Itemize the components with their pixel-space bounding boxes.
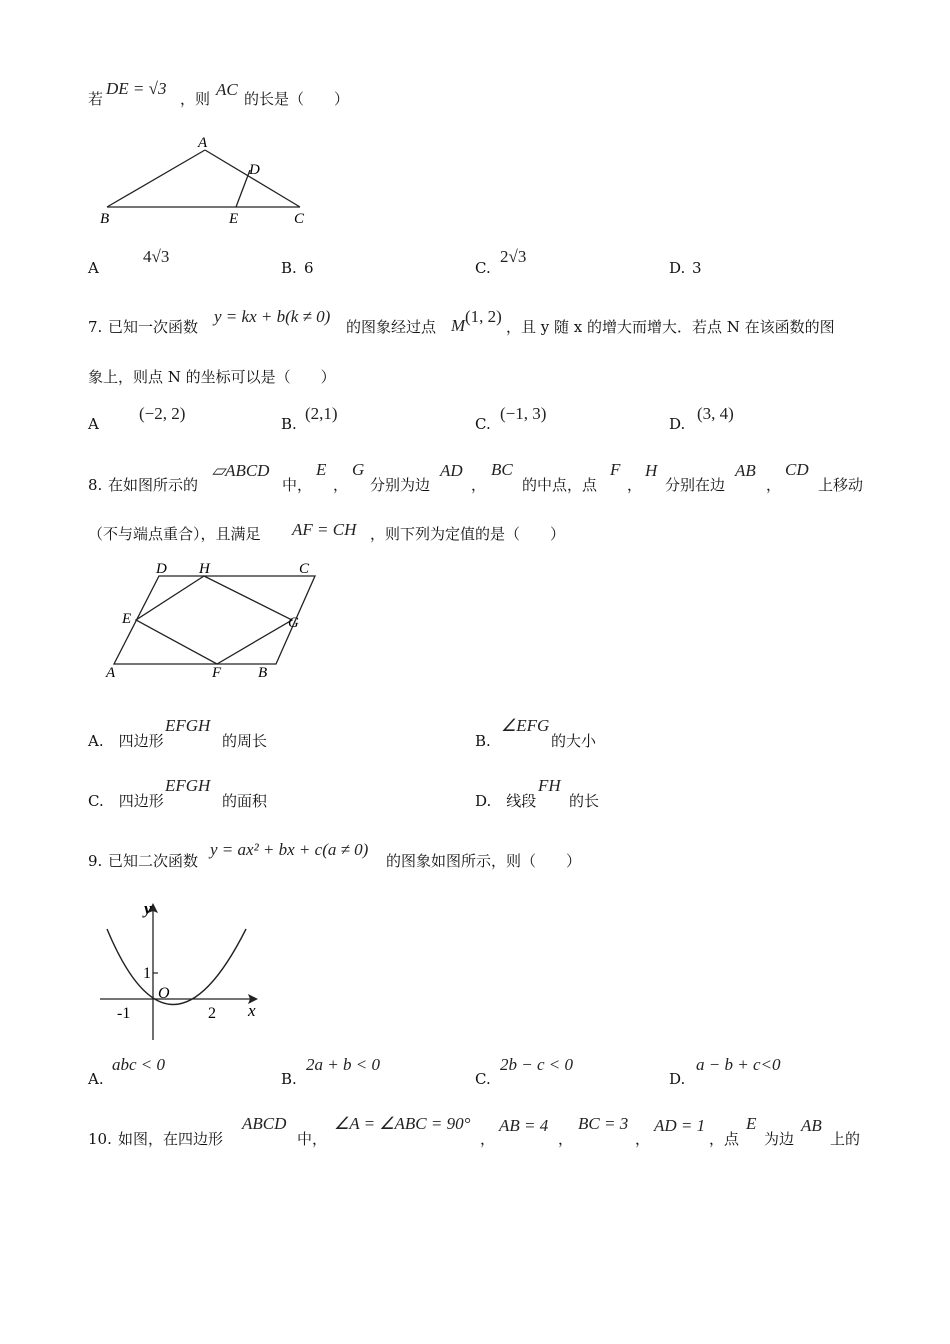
q10-stem-g: 上的: [830, 1130, 861, 1148]
q10-stem-a: 如图，在四边形: [118, 1130, 224, 1148]
q6-triangle-figure: [95, 132, 320, 230]
q9-stem-b: 的图象如图所示，则（ ）: [386, 852, 582, 870]
q6-label-b: B: [100, 211, 110, 227]
q9-stem-a: 已知二次函数: [108, 852, 199, 870]
q8-parallelogram: ▱ABCD: [212, 461, 270, 480]
q6-option-a-value: 4√3: [143, 247, 170, 266]
q6-label-e: E: [229, 211, 239, 227]
q8-stem-line2-a: （不与端点重合），且满足: [88, 525, 261, 543]
q8-option-c-prefix: C. 四边形: [88, 792, 164, 810]
q10-quadrilateral: ABCD: [242, 1114, 287, 1133]
q10-stem-d: ，点: [709, 1130, 740, 1148]
q8-point-f: F: [610, 460, 621, 479]
q9-option-d-letter: D.: [669, 1070, 686, 1088]
q9-y-label: y: [144, 899, 152, 918]
q8-point-g: G: [352, 460, 365, 479]
q8-label-d: D: [156, 561, 167, 577]
q9-option-b-letter: B.: [281, 1070, 297, 1088]
q8-side-cd: CD: [785, 460, 809, 479]
q6-label-a: A: [198, 135, 208, 151]
q6-stem-mid: ，则: [180, 90, 211, 108]
q7-stem-a: 已知一次函数: [108, 318, 199, 336]
q7-option-b-letter: B.: [281, 415, 297, 433]
q7-option-c-value: (−1, 3): [500, 404, 547, 423]
q8-point-h: H: [645, 461, 658, 480]
q6-option-c-letter: C.: [475, 259, 491, 277]
q7-stem-line2: 象上，则点 N 的坐标可以是（ ）: [88, 368, 336, 386]
q10-side-ab: AB: [801, 1116, 822, 1135]
q7-option-a-value: (−2, 2): [139, 404, 186, 423]
q7-stem-c: ，且 y 随 x 的增大而增大．若点 N 在该函数的图: [506, 318, 835, 336]
q10-stem-f: 为边: [764, 1130, 795, 1148]
q8-label-h: H: [199, 561, 210, 577]
q10-bc-length: BC = 3: [578, 1114, 629, 1133]
q8-side-bc: BC: [491, 460, 513, 479]
q8-label-f: F: [212, 665, 222, 681]
q8-option-d-suffix: 的长: [569, 792, 600, 810]
q9-option-c-letter: C.: [475, 1070, 491, 1088]
q7-number: 7.: [88, 318, 103, 336]
q7-option-d-value: (3, 4): [697, 404, 734, 423]
q8-comma-4: ，: [766, 476, 782, 494]
q6-option-b-value: 6: [304, 259, 314, 277]
q8-label-b: B: [258, 665, 268, 681]
q8-option-b-suffix: 的大小: [551, 732, 597, 750]
q7-option-d-letter: D.: [669, 415, 686, 433]
q8-stem-a: 在如图所示的: [108, 476, 199, 494]
q6-condition: DE = √3: [106, 79, 167, 98]
q9-option-b-value: 2a + b < 0: [306, 1055, 380, 1074]
q8-label-c: C: [299, 561, 310, 577]
q10-stem-b: 中，: [297, 1130, 328, 1148]
q10-point-e: E: [746, 1114, 757, 1133]
q7-function: y = kx + b(k ≠ 0): [214, 307, 331, 326]
q8-option-b-math: ∠EFG: [501, 716, 550, 735]
q8-label-e: E: [122, 611, 132, 627]
q9-tick-xm1: -1: [117, 1005, 131, 1022]
q8-stem-f: 上移动: [818, 476, 864, 494]
q6-stem-prefix: 若: [88, 90, 104, 108]
q8-option-d-math: FH: [538, 776, 561, 795]
q6-option-d-letter: D.: [669, 259, 686, 277]
q9-x-label: x: [248, 1001, 256, 1020]
parabola-curve: [107, 929, 246, 1005]
q10-number: 10.: [88, 1130, 112, 1148]
q8-stem-b: 中，: [282, 476, 313, 494]
q8-stem-d: 的中点，点: [522, 476, 598, 494]
q6-stem-suffix: 的长是（ ）: [244, 90, 350, 108]
q7-option-b-value: (2,1): [305, 404, 338, 423]
q7-point-m: M: [451, 316, 466, 335]
q8-label-a: A: [106, 665, 116, 681]
q10-ad-length: AD = 1: [654, 1116, 706, 1135]
q7-stem-b: 的图象经过点: [346, 318, 437, 336]
q8-parallelogram-figure: [100, 556, 325, 684]
q8-option-c-math: EFGH: [165, 776, 211, 795]
q7-point-m-coords: (1, 2): [465, 307, 502, 326]
q8-comma-3: ，: [627, 476, 643, 494]
q8-point-e: E: [316, 460, 327, 479]
q8-option-a-suffix: 的周长: [222, 732, 268, 750]
q9-tick-x2: 2: [208, 1005, 216, 1022]
q8-stem-e: 分别在边: [665, 476, 726, 494]
q6-label-c: C: [294, 211, 305, 227]
q9-option-a-value: abc < 0: [112, 1055, 166, 1074]
q7-option-a-letter: A: [88, 415, 99, 433]
q6-label-d: D: [249, 162, 260, 178]
q8-stem-line2-b: ，则下列为定值的是（ ）: [370, 525, 566, 543]
q10-comma-3: ，: [635, 1130, 651, 1148]
q8-side-ab: AB: [735, 461, 756, 480]
q8-condition: AF = CH: [292, 520, 357, 539]
q8-comma-1: ，: [333, 476, 349, 494]
q9-number: 9.: [88, 852, 103, 870]
q8-stem-c: 分别为边: [370, 476, 431, 494]
q9-parabola-graph: [95, 895, 270, 1045]
q10-ab-length: AB = 4: [499, 1116, 549, 1135]
q6-target: AC: [216, 80, 238, 99]
q6-option-b-letter: B.: [281, 259, 297, 277]
q8-option-a-prefix: A. 四边形: [88, 732, 164, 750]
q9-function: y = ax² + bx + c(a ≠ 0): [210, 840, 369, 859]
q8-option-a-math: EFGH: [165, 716, 211, 735]
q9-origin-label: O: [158, 985, 170, 1002]
q10-comma-2: ，: [558, 1130, 574, 1148]
q8-option-d-prefix: D. 线段: [475, 792, 537, 810]
q9-option-a-letter: A.: [88, 1070, 104, 1088]
q10-angle-condition: ∠A = ∠ABC = 90°: [334, 1114, 471, 1133]
q8-label-g: G: [288, 615, 299, 631]
q7-option-c-letter: C.: [475, 415, 491, 433]
q8-option-b-prefix: B.: [475, 732, 491, 750]
q6-option-a-letter: A: [88, 259, 99, 277]
q8-comma-2: ，: [471, 476, 487, 494]
q9-tick-y1: 1: [143, 965, 151, 982]
q9-option-c-value: 2b − c < 0: [500, 1055, 573, 1074]
q9-option-d-value: a − b + c<0: [696, 1055, 781, 1074]
q8-side-ad: AD: [440, 461, 463, 480]
q8-option-c-suffix: 的面积: [222, 792, 268, 810]
q6-option-d-value: 3: [692, 259, 702, 277]
q10-comma-1: ，: [480, 1130, 496, 1148]
q6-option-c-value: 2√3: [500, 247, 527, 266]
q8-number: 8.: [88, 476, 103, 494]
